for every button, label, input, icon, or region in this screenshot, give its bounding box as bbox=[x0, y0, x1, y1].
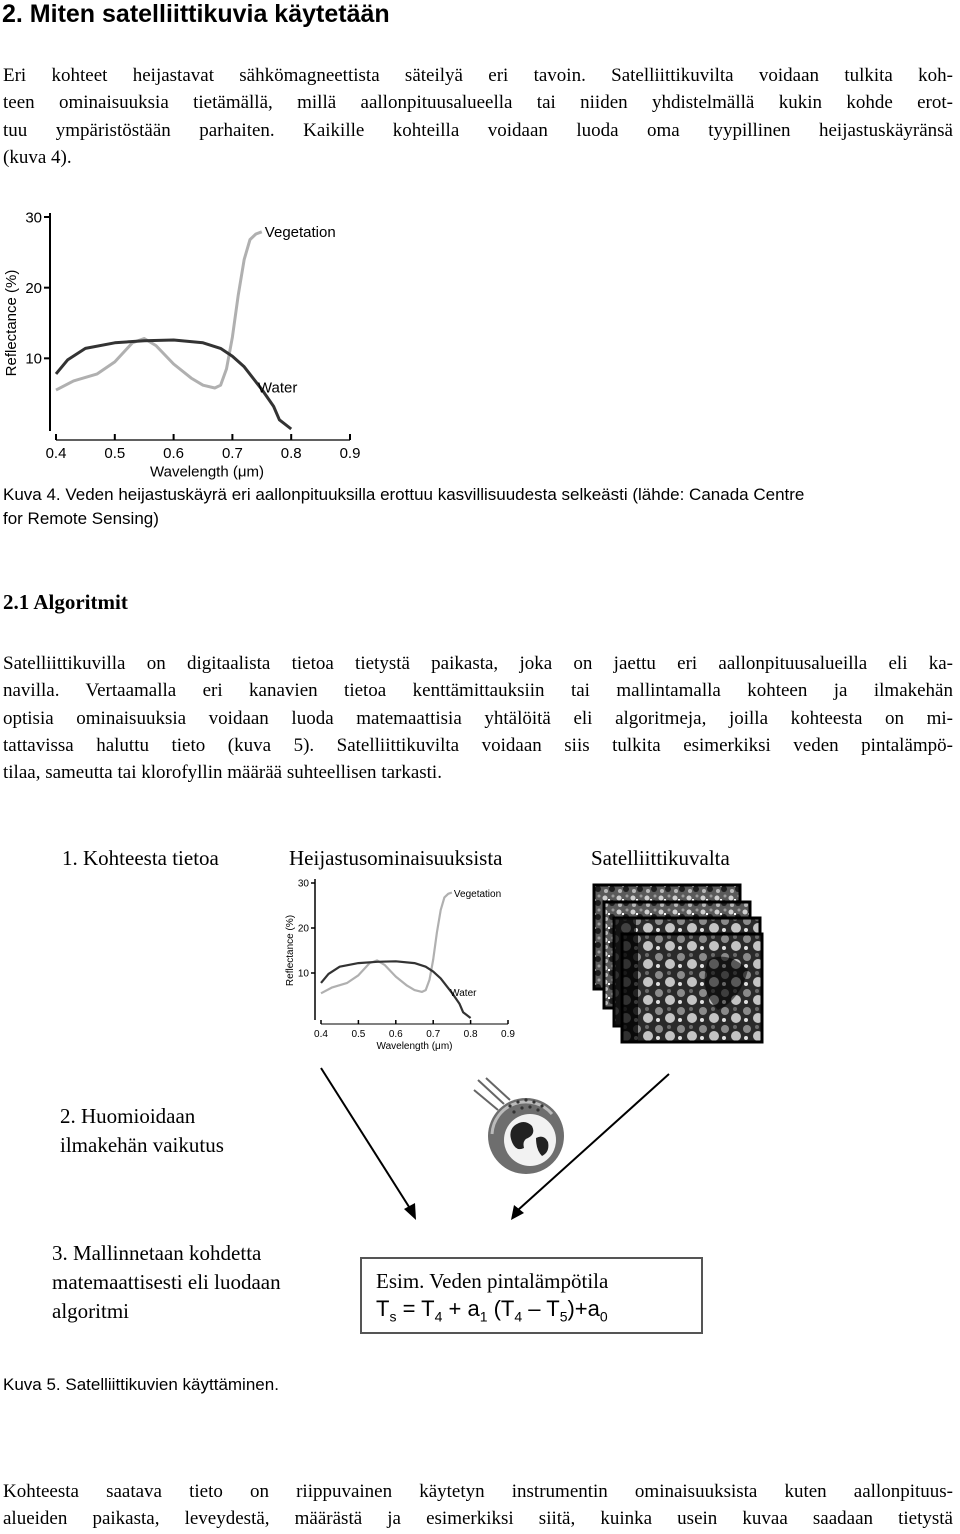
formula-subscript: 5 bbox=[559, 1308, 568, 1325]
y-tick-label: 20 bbox=[297, 923, 309, 935]
example-title: Esim. Veden pintalämpötila bbox=[376, 1269, 609, 1293]
figure5-caption: Kuva 5. Satelliittikuvien käyttäminen. bbox=[3, 1375, 279, 1394]
x-axis-label: Wavelength (μm) bbox=[150, 463, 264, 481]
series-line bbox=[321, 893, 452, 994]
x-tick-label: 0.5 bbox=[351, 1029, 366, 1040]
step3-label bbox=[52, 1239, 281, 1326]
closing-line: alueiden paikasta, leveydestä, määrästä ja esimerkiksi siitä, kuinka usein kuvaa saadaan tietystä bbox=[3, 1508, 953, 1530]
figure4-caption-line: Kuva 4. Veden heijastuskäyrä eri aallonpituuksilla erottuu kasvillisuudesta selkeästi (lähde: Canada Centre bbox=[3, 485, 805, 504]
arrow bbox=[321, 1068, 416, 1220]
step2-line: ilmakehän vaikutus bbox=[60, 1133, 224, 1157]
figure4-caption-line: for Remote Sensing) bbox=[3, 509, 159, 528]
closing-line: Kohteesta saatava tieto on riippuvainen käytetyn instrumentin ominaisuuksista kuten aallonpituus- bbox=[3, 1481, 953, 1502]
y-tick-label: 30 bbox=[25, 209, 42, 227]
formula-part: = T bbox=[396, 1296, 435, 1321]
y-tick-label: 20 bbox=[25, 279, 42, 297]
legend-label-vegetation: Vegetation bbox=[453, 888, 502, 900]
atmosphere-globe-icon bbox=[470, 1076, 580, 1186]
intro-line: tuu ympäristöstään parhaiten. Kaikille kohteilla voidaan luoda oma tyypillinen heijastuskäyränsä bbox=[3, 119, 953, 141]
step1-label: 1. Kohteesta tietoa bbox=[62, 846, 219, 870]
reflectance-chart-small bbox=[280, 872, 520, 1064]
intro-paragraph bbox=[3, 62, 953, 171]
step2-label bbox=[60, 1102, 224, 1160]
x-tick-label: 0.9 bbox=[339, 445, 361, 462]
formula-part: T bbox=[376, 1296, 390, 1321]
y-axis-label: Reflectance (%) bbox=[3, 269, 20, 377]
satellite-image bbox=[622, 934, 762, 1042]
x-tick-label: 0.4 bbox=[314, 1029, 328, 1040]
formula-part: (T bbox=[487, 1296, 515, 1321]
y-tick-label: 10 bbox=[25, 350, 42, 368]
step2-line: 2. Huomioidaan bbox=[60, 1104, 196, 1128]
formula-subscript: 4 bbox=[514, 1308, 523, 1325]
formula-subscript: 1 bbox=[479, 1308, 488, 1325]
x-tick-label: 0.7 bbox=[221, 445, 243, 462]
section-title: 2. Miten satelliittikuvia käytetään bbox=[2, 0, 390, 28]
y-tick-label: 30 bbox=[297, 878, 309, 890]
step3-line: algoritmi bbox=[52, 1299, 129, 1323]
subsection-line: tattavissa haluttu tieto (kuva 5). Satelliittikuvilta voidaan siis tulkita esimerkiksi veden pintalämpö- bbox=[3, 734, 953, 756]
series-line bbox=[56, 340, 291, 429]
series-line bbox=[321, 961, 471, 1018]
reflectance-label: Heijastusominaisuuksista bbox=[289, 846, 503, 870]
formula-part: – T bbox=[522, 1296, 560, 1321]
formula-part: )+a bbox=[567, 1296, 600, 1321]
subsection-line: tilaa, sameutta tai klorofyllin määrää suhteellisen tarkasti. bbox=[3, 762, 442, 784]
x-tick-label: 0.9 bbox=[501, 1029, 515, 1040]
satellite-image-stack bbox=[588, 880, 768, 1050]
step3-line: matemaattisesti eli luodaan bbox=[52, 1270, 281, 1294]
y-tick-label: 10 bbox=[297, 968, 309, 980]
legend-label-vegetation: Vegetation bbox=[264, 223, 336, 241]
example-formula bbox=[376, 1295, 701, 1330]
x-tick-label: 0.6 bbox=[388, 1029, 403, 1040]
formula-subscript: s bbox=[389, 1308, 397, 1325]
reflectance-chart bbox=[0, 200, 380, 482]
series-line bbox=[56, 232, 262, 390]
x-tick-label: 0.6 bbox=[163, 445, 185, 462]
intro-line: teen ominaisuuksia tietämällä, millä aallonpituusalueella tai niiden yhdistelmällä kukin kohde erot- bbox=[3, 92, 953, 114]
subsection-line: Satelliittikuvilla on digitaalista tietoa tietystä paikasta, joka on jaettu eri aallonpituusalueilla eli ka- bbox=[3, 653, 953, 674]
subsection-line: optisia ominaisuuksia voidaan luoda matemaattisia yhtälöitä eli algoritmeja, joilla kohteesta on mi- bbox=[3, 707, 953, 729]
subsection-paragraph bbox=[3, 650, 953, 786]
x-tick-label: 0.4 bbox=[45, 445, 67, 462]
x-tick-label: 0.5 bbox=[104, 445, 126, 462]
subsection-line: navilla. Vertaamalla eri kanavien tietoa kenttämittauksiin tai mallintamalla kohteen ja ilmakehän bbox=[3, 680, 953, 702]
legend-label-water: Water bbox=[450, 987, 477, 999]
closing-paragraph bbox=[3, 1478, 953, 1533]
x-axis-label: Wavelength (μm) bbox=[376, 1041, 453, 1052]
algorithm-example-box bbox=[360, 1257, 703, 1334]
step3-line: 3. Mallinnetaan kohdetta bbox=[52, 1241, 262, 1265]
formula-subscript: 4 bbox=[434, 1308, 443, 1325]
intro-line: Eri kohteet heijastavat sähkömagneettista säteilyä eri tavoin. Satelliittikuvilta voidaan tulkita koh- bbox=[3, 65, 953, 86]
subsection-title: 2.1 Algoritmit bbox=[3, 590, 128, 614]
legend-label-water: Water bbox=[257, 379, 298, 397]
satellite-label: Satelliittikuvalta bbox=[591, 846, 730, 870]
figure4-caption bbox=[3, 483, 804, 531]
y-axis-label: Reflectance (%) bbox=[285, 914, 296, 987]
x-tick-label: 0.8 bbox=[463, 1029, 478, 1040]
formula-subscript: 0 bbox=[599, 1308, 608, 1325]
x-tick-label: 0.7 bbox=[426, 1029, 441, 1040]
formula-part: + a bbox=[442, 1296, 480, 1321]
x-tick-label: 0.8 bbox=[280, 445, 302, 462]
intro-line: (kuva 4). bbox=[3, 146, 72, 168]
